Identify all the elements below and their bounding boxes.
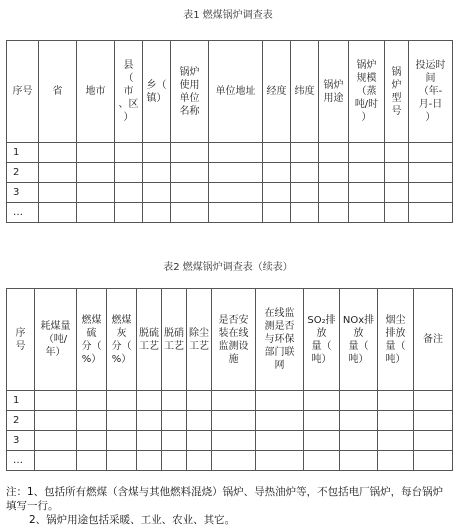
table2-header-cell: 是否安 装在线 监测设 施: [212, 289, 256, 391]
table2-header-cell: 耗煤量 （吨/ 年）: [35, 289, 77, 391]
table2-header-cell: 燃煤 硫 分（ %）: [77, 289, 107, 391]
table2-header-row: [7, 289, 453, 391]
empty-cell: [137, 451, 162, 471]
empty-cell: [409, 203, 453, 223]
table-row: [7, 203, 453, 223]
empty-cell: [115, 143, 143, 163]
empty-cell: [137, 391, 162, 411]
empty-cell: [304, 391, 340, 411]
empty-cell: [35, 431, 77, 451]
empty-cell: [304, 431, 340, 451]
table2-header-cell: 备注: [414, 289, 453, 391]
table1-header-cell: 锅炉 用途: [319, 41, 349, 143]
empty-cell: [256, 451, 304, 471]
empty-cell: [256, 411, 304, 431]
empty-cell: [115, 203, 143, 223]
table1-header-cell: 序号: [7, 41, 39, 143]
empty-cell: [143, 143, 171, 163]
row-number: 3: [7, 431, 35, 451]
empty-cell: [256, 431, 304, 451]
empty-cell: [137, 411, 162, 431]
table-row: [7, 183, 453, 203]
empty-cell: [171, 203, 209, 223]
note-line-2: 2、锅炉用途包括采暖、工业、农业、其它。: [29, 514, 236, 526]
notes-block: [6, 485, 452, 527]
empty-cell: [209, 203, 263, 223]
empty-cell: [385, 203, 409, 223]
table1-header-cell: 省: [39, 41, 77, 143]
table2-header-cell: 脱硝 工艺: [162, 289, 187, 391]
table-row: [7, 451, 453, 471]
table1-header-cell: 县 （ 市 、区 ）: [115, 41, 143, 143]
row-number: …: [7, 203, 39, 223]
empty-cell: [209, 183, 263, 203]
empty-cell: [319, 183, 349, 203]
empty-cell: [263, 163, 291, 183]
table-row: [7, 391, 453, 411]
table1-header-cell: 锅炉 使用 单位 名称: [171, 41, 209, 143]
empty-cell: [187, 431, 212, 451]
table2-header-cell: 脱硫 工艺: [137, 289, 162, 391]
empty-cell: [77, 391, 107, 411]
empty-cell: [35, 451, 77, 471]
table1-title: 表1 燃煤锅炉调查表: [183, 10, 273, 21]
table2-header-cell: NOx排 放 量（ 吨）: [340, 289, 378, 391]
table-row: [7, 163, 453, 183]
empty-cell: [385, 143, 409, 163]
row-number: 1: [7, 143, 39, 163]
empty-cell: [35, 391, 77, 411]
empty-cell: [319, 143, 349, 163]
empty-cell: [414, 431, 453, 451]
empty-cell: [115, 183, 143, 203]
table2-title: 表2 燃煤锅炉调查表（续表）: [163, 262, 293, 273]
table2-header-cell: 燃煤 灰 分（ %）: [107, 289, 137, 391]
empty-cell: [349, 183, 385, 203]
empty-cell: [304, 411, 340, 431]
row-number: 3: [7, 183, 39, 203]
table2-header-cell: 除尘 工艺: [187, 289, 212, 391]
empty-cell: [187, 391, 212, 411]
empty-cell: [340, 391, 378, 411]
empty-cell: [414, 391, 453, 411]
table-row: [7, 431, 453, 451]
table2-header-cell: 序 号: [7, 289, 35, 391]
table-row: [7, 143, 453, 163]
empty-cell: [39, 143, 77, 163]
coal-boiler-survey-table: [6, 40, 453, 223]
empty-cell: [349, 163, 385, 183]
row-number: 2: [7, 411, 35, 431]
empty-cell: [77, 163, 115, 183]
empty-cell: [107, 431, 137, 451]
empty-cell: [162, 431, 187, 451]
empty-cell: [187, 411, 212, 431]
empty-cell: [77, 431, 107, 451]
empty-cell: [304, 451, 340, 471]
table2-header-cell: SO₂排 放 量（ 吨）: [304, 289, 340, 391]
empty-cell: [143, 183, 171, 203]
empty-cell: [319, 203, 349, 223]
empty-cell: [340, 411, 378, 431]
empty-cell: [349, 143, 385, 163]
empty-cell: [263, 143, 291, 163]
table2-header-cell: 烟尘 排放 量（ 吨）: [378, 289, 414, 391]
empty-cell: [212, 391, 256, 411]
empty-cell: [212, 451, 256, 471]
empty-cell: [77, 143, 115, 163]
empty-cell: [340, 431, 378, 451]
empty-cell: [107, 411, 137, 431]
table-row: [7, 411, 453, 431]
empty-cell: [349, 203, 385, 223]
table1-header-cell: 经度: [263, 41, 291, 143]
empty-cell: [171, 163, 209, 183]
empty-cell: [171, 183, 209, 203]
empty-cell: [143, 163, 171, 183]
empty-cell: [340, 451, 378, 471]
empty-cell: [385, 183, 409, 203]
empty-cell: [385, 163, 409, 183]
empty-cell: [162, 411, 187, 431]
empty-cell: [291, 183, 319, 203]
empty-cell: [77, 183, 115, 203]
empty-cell: [171, 143, 209, 163]
empty-cell: [414, 411, 453, 431]
empty-cell: [143, 203, 171, 223]
coal-boiler-survey-table-continued: [6, 288, 453, 471]
table1-header-cell: 锅炉 规模 （蒸 吨/时 ）: [349, 41, 385, 143]
empty-cell: [209, 143, 263, 163]
empty-cell: [409, 143, 453, 163]
empty-cell: [378, 391, 414, 411]
note-line-1: 注：1、包括所有燃煤（含煤与其他燃料混烧）锅炉、导热油炉等，不包括电厂锅炉，每台锅炉填写一行。: [6, 486, 444, 512]
empty-cell: [77, 411, 107, 431]
empty-cell: [212, 431, 256, 451]
table1-header-cell: 单位地址: [209, 41, 263, 143]
empty-cell: [212, 411, 256, 431]
empty-cell: [291, 203, 319, 223]
row-number: 1: [7, 391, 35, 411]
table1-header-cell: 乡（ 镇）: [143, 41, 171, 143]
empty-cell: [291, 163, 319, 183]
empty-cell: [409, 183, 453, 203]
table2-header-cell: 在线监 测是否 与环保 部门联 网: [256, 289, 304, 391]
empty-cell: [35, 411, 77, 431]
empty-cell: [414, 451, 453, 471]
empty-cell: [137, 431, 162, 451]
empty-cell: [107, 451, 137, 471]
empty-cell: [263, 183, 291, 203]
empty-cell: [77, 203, 115, 223]
empty-cell: [378, 411, 414, 431]
empty-cell: [39, 163, 77, 183]
empty-cell: [162, 451, 187, 471]
empty-cell: [115, 163, 143, 183]
empty-cell: [256, 391, 304, 411]
row-number: …: [7, 451, 35, 471]
empty-cell: [291, 143, 319, 163]
table1-header-cell: 纬度: [291, 41, 319, 143]
empty-cell: [209, 163, 263, 183]
empty-cell: [162, 391, 187, 411]
empty-cell: [378, 431, 414, 451]
empty-cell: [409, 163, 453, 183]
empty-cell: [263, 203, 291, 223]
row-number: 2: [7, 163, 39, 183]
empty-cell: [39, 203, 77, 223]
table1-header-cell: 投运时 间 （年- 月-日 ）: [409, 41, 453, 143]
empty-cell: [187, 451, 212, 471]
table1-header-row: [7, 41, 453, 143]
table1-header-cell: 地市: [77, 41, 115, 143]
empty-cell: [77, 451, 107, 471]
empty-cell: [39, 183, 77, 203]
empty-cell: [378, 451, 414, 471]
empty-cell: [319, 163, 349, 183]
empty-cell: [107, 391, 137, 411]
table1-header-cell: 锅 炉 型 号: [385, 41, 409, 143]
